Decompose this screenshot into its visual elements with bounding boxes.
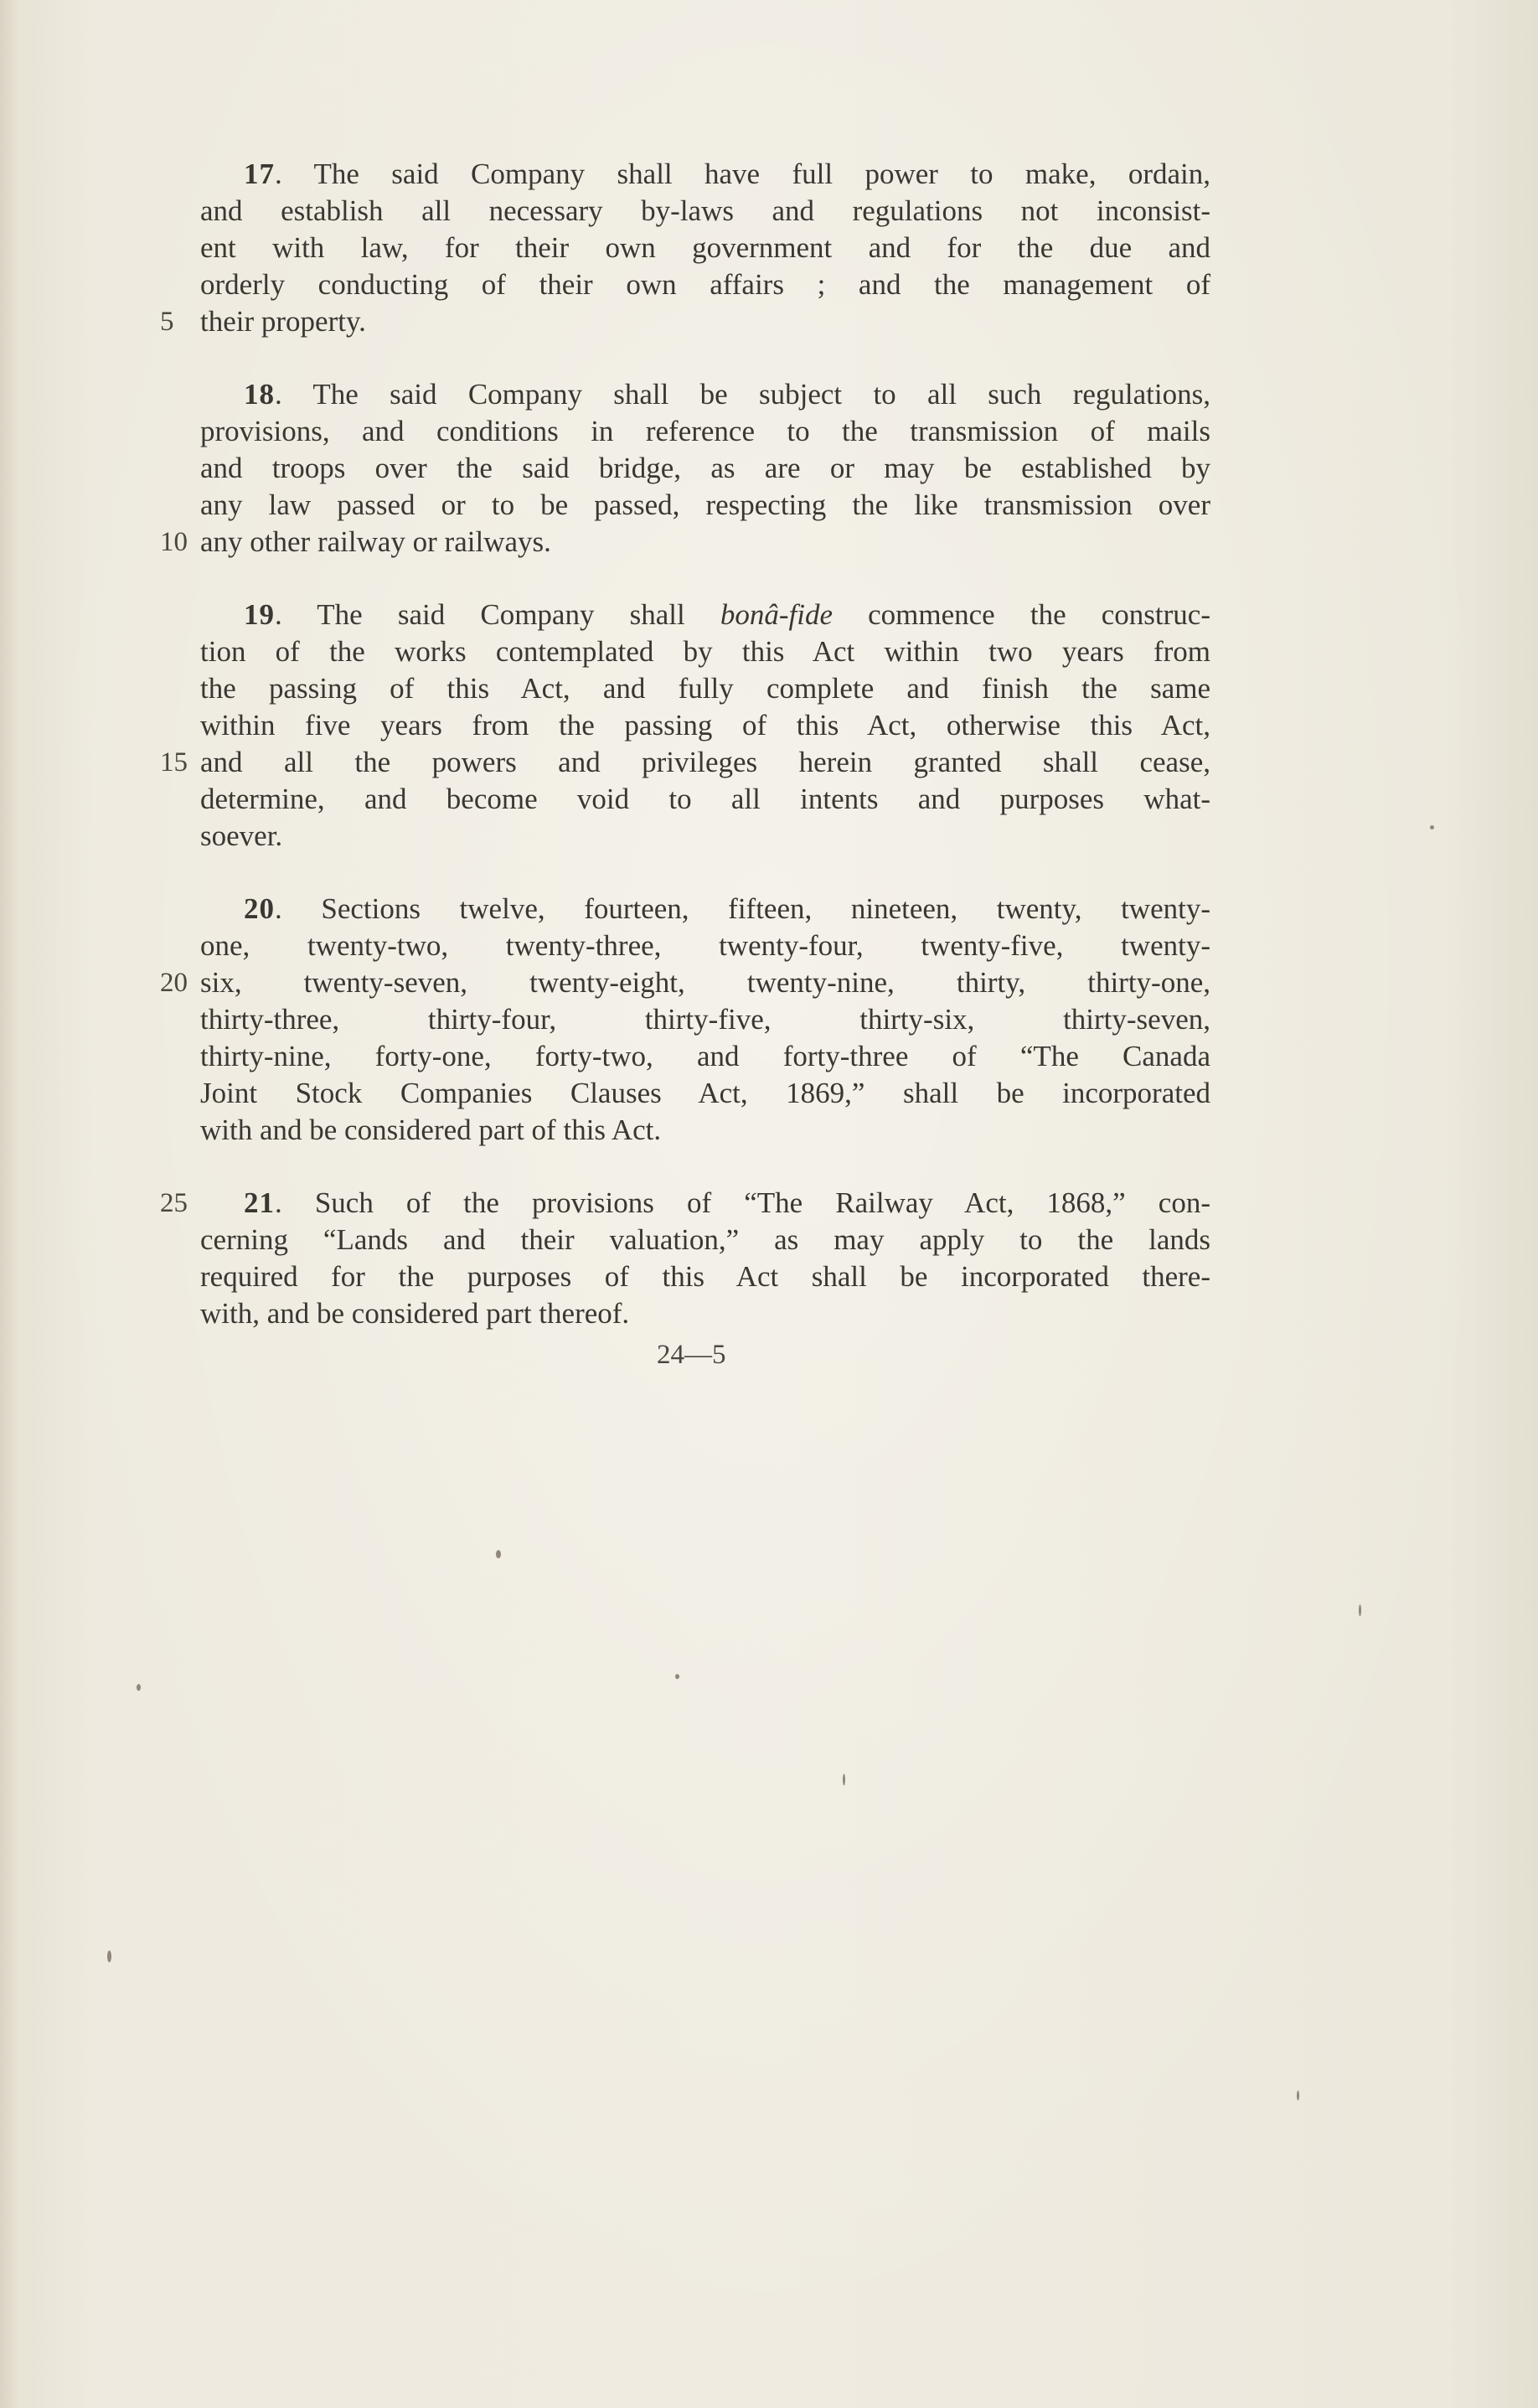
text-line: and establish all necessary by-laws and regulations not inconsist- — [200, 194, 1210, 227]
text-line: 20 six, twenty-seven, twenty-eight, twenty-nine, thirty, thirty-one, — [200, 964, 1210, 1001]
text-line: determine, and become void to all intents and purposes what- — [200, 783, 1210, 815]
paper-speck — [496, 1550, 501, 1558]
text-line: 5 their property. — [200, 303, 1210, 340]
paper-speck — [137, 1684, 141, 1691]
section-number: 19 — [244, 598, 275, 631]
text-line: 10 any other railway or railways. — [200, 524, 1210, 561]
text-line: 17. The said Company shall have full power to make, ordain, — [244, 158, 1210, 190]
margin-line-number: 5 — [160, 307, 174, 337]
text-line: required for the purposes of this Act shall be incorporated there- — [200, 1260, 1210, 1293]
section-number: 21 — [244, 1186, 275, 1219]
text-line: ent with law, for their own government and for the due and — [200, 231, 1210, 264]
paper-speck — [107, 1951, 111, 1962]
text-line: Joint Stock Companies Clauses Act, 1869,” shall be incorporated — [200, 1077, 1210, 1109]
text-line: soever. — [200, 819, 283, 852]
document-body — [160, 156, 1210, 1372]
section-number: 20 — [244, 892, 275, 925]
text-line: with, and be considered part thereof. — [200, 1297, 630, 1330]
text-line: and troops over the said bridge, as are or may be established by — [200, 452, 1210, 484]
page-binding-edge — [0, 0, 18, 2408]
text-line: within five years from the passing of this Act, otherwise this Act, — [200, 709, 1210, 742]
text-line: the passing of this Act, and fully complete and finish the same — [200, 672, 1210, 705]
paper-speck — [1297, 2090, 1299, 2101]
text-line: 25 21. Such of the provisions of “The Railway Act, 1868,” con- — [200, 1185, 1210, 1222]
text-line: thirty-three, thirty-four, thirty-five, thirty-six, thirty-seven, — [200, 1003, 1210, 1036]
section-19 — [160, 597, 1210, 855]
section-number: 18 — [244, 378, 275, 411]
text-line: cerning “Lands and their valuation,” as may apply to the lands — [200, 1223, 1210, 1256]
text-line: 18. The said Company shall be subject to all such regulations, — [244, 378, 1210, 411]
paper-speck — [843, 1774, 845, 1785]
text-line: any law passed or to be passed, respecting the like transmission over — [200, 488, 1210, 521]
paper-speck — [1430, 825, 1434, 829]
margin-line-number: 10 — [160, 527, 188, 557]
section-21 — [160, 1185, 1210, 1332]
text-line: 19. The said Company shall bonâ-fide commence the construc- — [244, 598, 1210, 631]
printer-signature-mark: 24—5 — [657, 1340, 726, 1370]
text-line: with and be considered part of this Act. — [200, 1114, 662, 1146]
section-18 — [160, 376, 1210, 561]
margin-line-number: 20 — [160, 968, 188, 998]
margin-line-number: 25 — [160, 1188, 188, 1218]
section-20 — [160, 891, 1210, 1149]
text-line: orderly conducting of their own affairs ; and the management of — [200, 268, 1210, 301]
section-number: 17 — [244, 158, 275, 190]
paper-speck — [675, 1674, 679, 1679]
section-17 — [160, 156, 1210, 340]
margin-line-number: 15 — [160, 747, 188, 778]
text-line: tion of the works contemplated by this Act within two years from — [200, 635, 1210, 668]
text-line: thirty-nine, forty-one, forty-two, and forty-three of “The Canada — [200, 1040, 1210, 1072]
italic-term: bonâ-fide — [720, 598, 833, 631]
text-line: one, twenty-two, twenty-three, twenty-four, twenty-five, twenty- — [200, 929, 1210, 962]
text-line: 20. Sections twelve, fourteen, fifteen, nineteen, twenty, twenty- — [244, 892, 1210, 925]
paper-speck — [1359, 1604, 1361, 1616]
text-line: provisions, and conditions in reference to the transmission of mails — [200, 415, 1210, 447]
text-line: 15 and all the powers and privileges herein granted shall cease, — [200, 744, 1210, 781]
